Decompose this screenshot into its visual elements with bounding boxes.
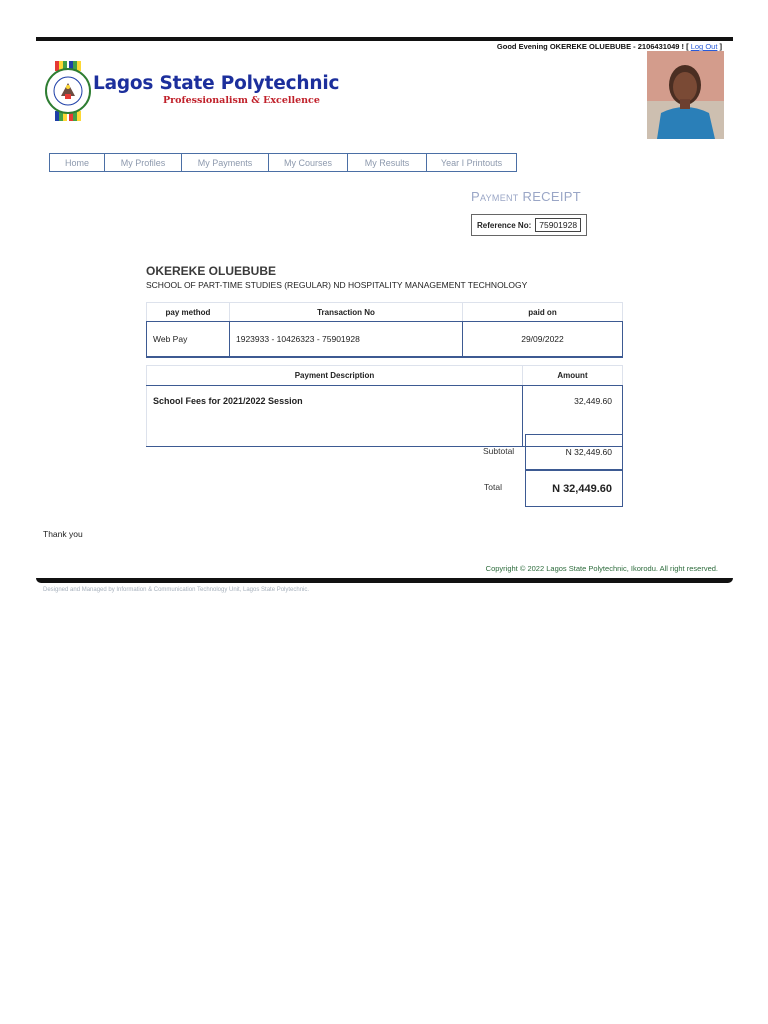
col-paid-on: paid on: [463, 303, 623, 322]
brand-subtitle: Professionalism & Excellence: [163, 95, 320, 106]
nav-my-payments[interactable]: My Payments: [181, 153, 269, 172]
cell-description: School Fees for 2021/2022 Session: [147, 386, 523, 447]
table-header-row: [147, 303, 623, 322]
table-row: [147, 322, 623, 358]
total-label: Total: [484, 482, 502, 492]
reference-box: [471, 214, 587, 236]
col-transaction-no: Transaction No: [230, 303, 463, 322]
cell-transaction-no: 1923933 - 10426323 - 75901928: [230, 322, 463, 358]
footer-bar: [36, 578, 733, 583]
nav-my-results[interactable]: My Results: [347, 153, 427, 172]
thank-you-text: Thank you: [43, 529, 83, 539]
cell-amount: 32,449.60: [523, 386, 623, 447]
designed-by-text: Designed and Managed by Information & Communication Technology Unit, Lagos State Polytechnic.: [43, 587, 310, 593]
col-pay-method: pay method: [147, 303, 230, 322]
subtotal-value: N 32,449.60: [525, 434, 623, 470]
col-payment-description: Payment Description: [147, 366, 523, 386]
cell-paid-on: 29/09/2022: [463, 322, 623, 358]
receipt-title: Payment RECEIPT: [471, 189, 581, 204]
main-nav: [49, 153, 516, 172]
cell-pay-method: Web Pay: [147, 322, 230, 358]
nav-my-profiles[interactable]: My Profiles: [104, 153, 182, 172]
greeting-bracket: ]: [719, 42, 722, 51]
student-programme: SCHOOL OF PART-TIME STUDIES (REGULAR) ND HOSPITALITY MANAGEMENT TECHNOLOGY: [146, 280, 528, 290]
header-top-bar: [36, 37, 733, 41]
reference-value: 75901928: [535, 218, 581, 232]
logout-link[interactable]: Log Out: [690, 42, 718, 51]
nav-home[interactable]: Home: [49, 153, 105, 172]
table-header-row: [147, 366, 623, 386]
total-value: N 32,449.60: [525, 469, 623, 507]
payment-info-table: [146, 302, 623, 358]
nav-my-courses[interactable]: My Courses: [268, 153, 348, 172]
copyright-text: Copyright © 2022 Lagos State Polytechnic, Ikorodu. All right reserved.: [485, 564, 718, 573]
col-amount: Amount: [523, 366, 623, 386]
reference-label: Reference No:: [477, 220, 532, 230]
student-name: OKEREKE OLUEBUBE: [146, 264, 277, 278]
student-photo: [647, 51, 724, 139]
greeting-bar: [497, 42, 722, 51]
subtotal-label: Subtotal: [483, 446, 515, 456]
brand-title: Lagos State Polytechnic: [93, 73, 340, 94]
greeting-text: Good Evening OKEREKE OLUEBUBE - 2106431049 ! [: [496, 42, 689, 51]
polytechnic-logo: [44, 61, 92, 121]
nav-year-printouts[interactable]: Year I Printouts: [426, 153, 517, 172]
